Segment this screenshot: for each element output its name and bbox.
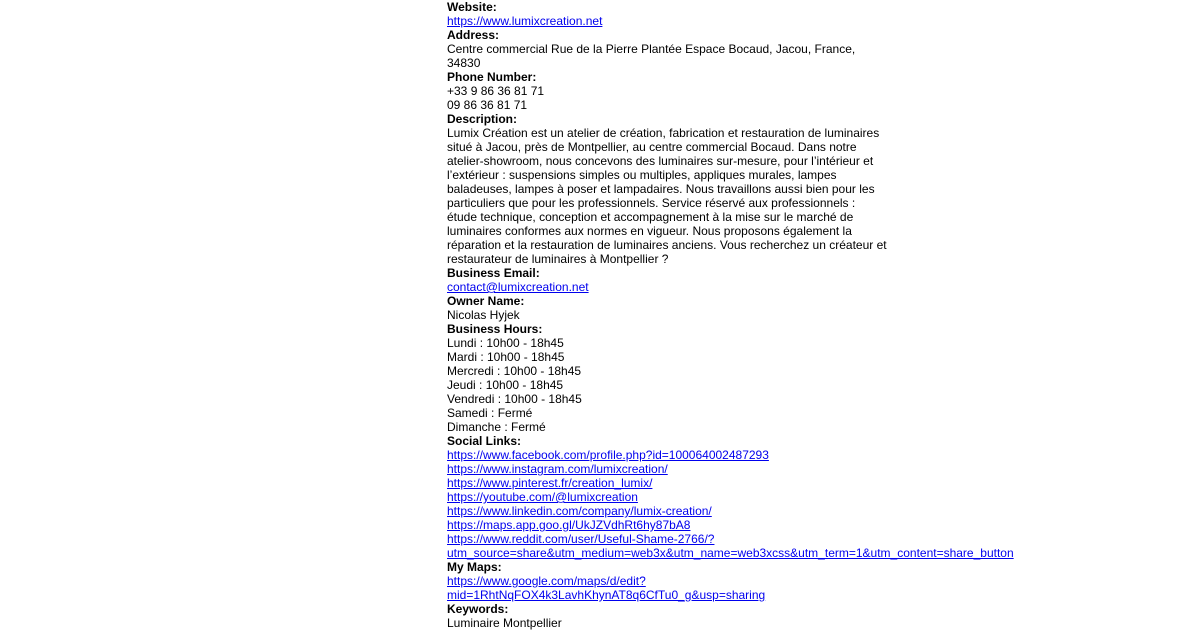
my-maps-link-line-2: mid=1RhtNqFOX4k3LavhKhynAT8q6CfTu0_g&usp=sharing (447, 588, 766, 602)
my-maps-link[interactable] (447, 574, 765, 602)
business-email-label: Business Email: (447, 266, 540, 280)
my-maps-link-line-1: https://www.google.com/maps/d/edit? (447, 574, 646, 588)
business-hours-label: Business Hours: (447, 322, 543, 336)
social-link-reddit[interactable] (447, 532, 1014, 560)
business-hours-saturday: Samedi : Fermé (447, 406, 533, 420)
phone-international: +33 9 86 36 81 71 (447, 84, 545, 98)
description-label: Description: (447, 112, 518, 126)
social-links-label: Social Links: (447, 434, 522, 448)
business-email-row (447, 280, 888, 294)
social-link-pinterest[interactable]: https://www.pinterest.fr/creation_lumix/ (447, 476, 653, 490)
my-maps-row (447, 574, 888, 602)
business-hours-wednesday: Mercredi : 10h00 - 18h45 (447, 364, 582, 378)
social-link-row (447, 448, 888, 462)
owner-name-value: Nicolas Hyjek (447, 308, 520, 322)
business-email-link[interactable]: contact@lumixcreation.net (447, 280, 589, 294)
keywords-value: Luminaire Montpellier (447, 616, 562, 630)
social-link-instagram[interactable]: https://www.instagram.com/lumixcreation/ (447, 462, 668, 476)
social-link-google-maps-short[interactable]: https://maps.app.goo.gl/UkJZVdhRt6hy87bA8 (447, 518, 691, 532)
website-link[interactable]: https://www.lumixcreation.net (447, 14, 603, 28)
social-link-row (447, 476, 888, 490)
social-link-row (447, 532, 1014, 560)
keywords-label: Keywords: (447, 602, 509, 616)
my-maps-label: My Maps: (447, 560, 502, 574)
social-link-row (447, 504, 888, 518)
social-link-reddit-line-2: utm_source=share&utm_medium=web3x&utm_name=web3xcss&utm_term=1&utm_content=share_button (447, 546, 1014, 560)
social-link-linkedin[interactable]: https://www.linkedin.com/company/lumix-creation/ (447, 504, 712, 518)
business-hours-friday: Vendredi : 10h00 - 18h45 (447, 392, 582, 406)
website-label: Website: (447, 0, 497, 14)
social-link-reddit-line-1: https://www.reddit.com/user/Useful-Shame-2766/? (447, 532, 715, 546)
business-hours-sunday: Dimanche : Fermé (447, 420, 546, 434)
business-hours-monday: Lundi : 10h00 - 18h45 (447, 336, 564, 350)
social-link-row (447, 462, 888, 476)
social-link-youtube[interactable]: https://youtube.com/@lumixcreation (447, 490, 638, 504)
social-link-facebook[interactable]: https://www.facebook.com/profile.php?id=100064002487293 (447, 448, 769, 462)
social-link-row (447, 518, 888, 532)
phone-local: 09 86 36 81 71 (447, 98, 528, 112)
business-hours-tuesday: Mardi : 10h00 - 18h45 (447, 350, 565, 364)
address-value: Centre commercial Rue de la Pierre Plantée Espace Bocaud, Jacou, France, 34830 (447, 42, 856, 70)
business-profile (447, 0, 1014, 630)
phone-label: Phone Number: (447, 70, 537, 84)
address-label: Address: (447, 28, 500, 42)
description-text: Lumix Création est un atelier de création, fabrication et restauration de luminaires situé à Jacou, près de Montpellier, au centre commercial Bocaud. Dans notre atelier-showroom, nous concevons des luminaires sur-mesure, pour l’intérieur et l’extérieur : suspensions simples ou multiples, appliques murales, lampes baladeuses, lampes à poser et lampadaires. Nous travaillons aussi bien pour les particuliers que pour les professionnels. Service réservé aux professionnels : étude technique, conception et accompagnement à la mise sur le marché de luminaires conformes aux normes en vigueur. Nous proposons également la réparation et la restauration de luminaires anciens. Vous recherchez un créateur et restaurateur de luminaires à Montpellier ? (447, 126, 887, 266)
business-hours-thursday: Jeudi : 10h00 - 18h45 (447, 378, 564, 392)
social-link-row (447, 490, 888, 504)
owner-name-label: Owner Name: (447, 294, 525, 308)
website-row (447, 14, 888, 28)
